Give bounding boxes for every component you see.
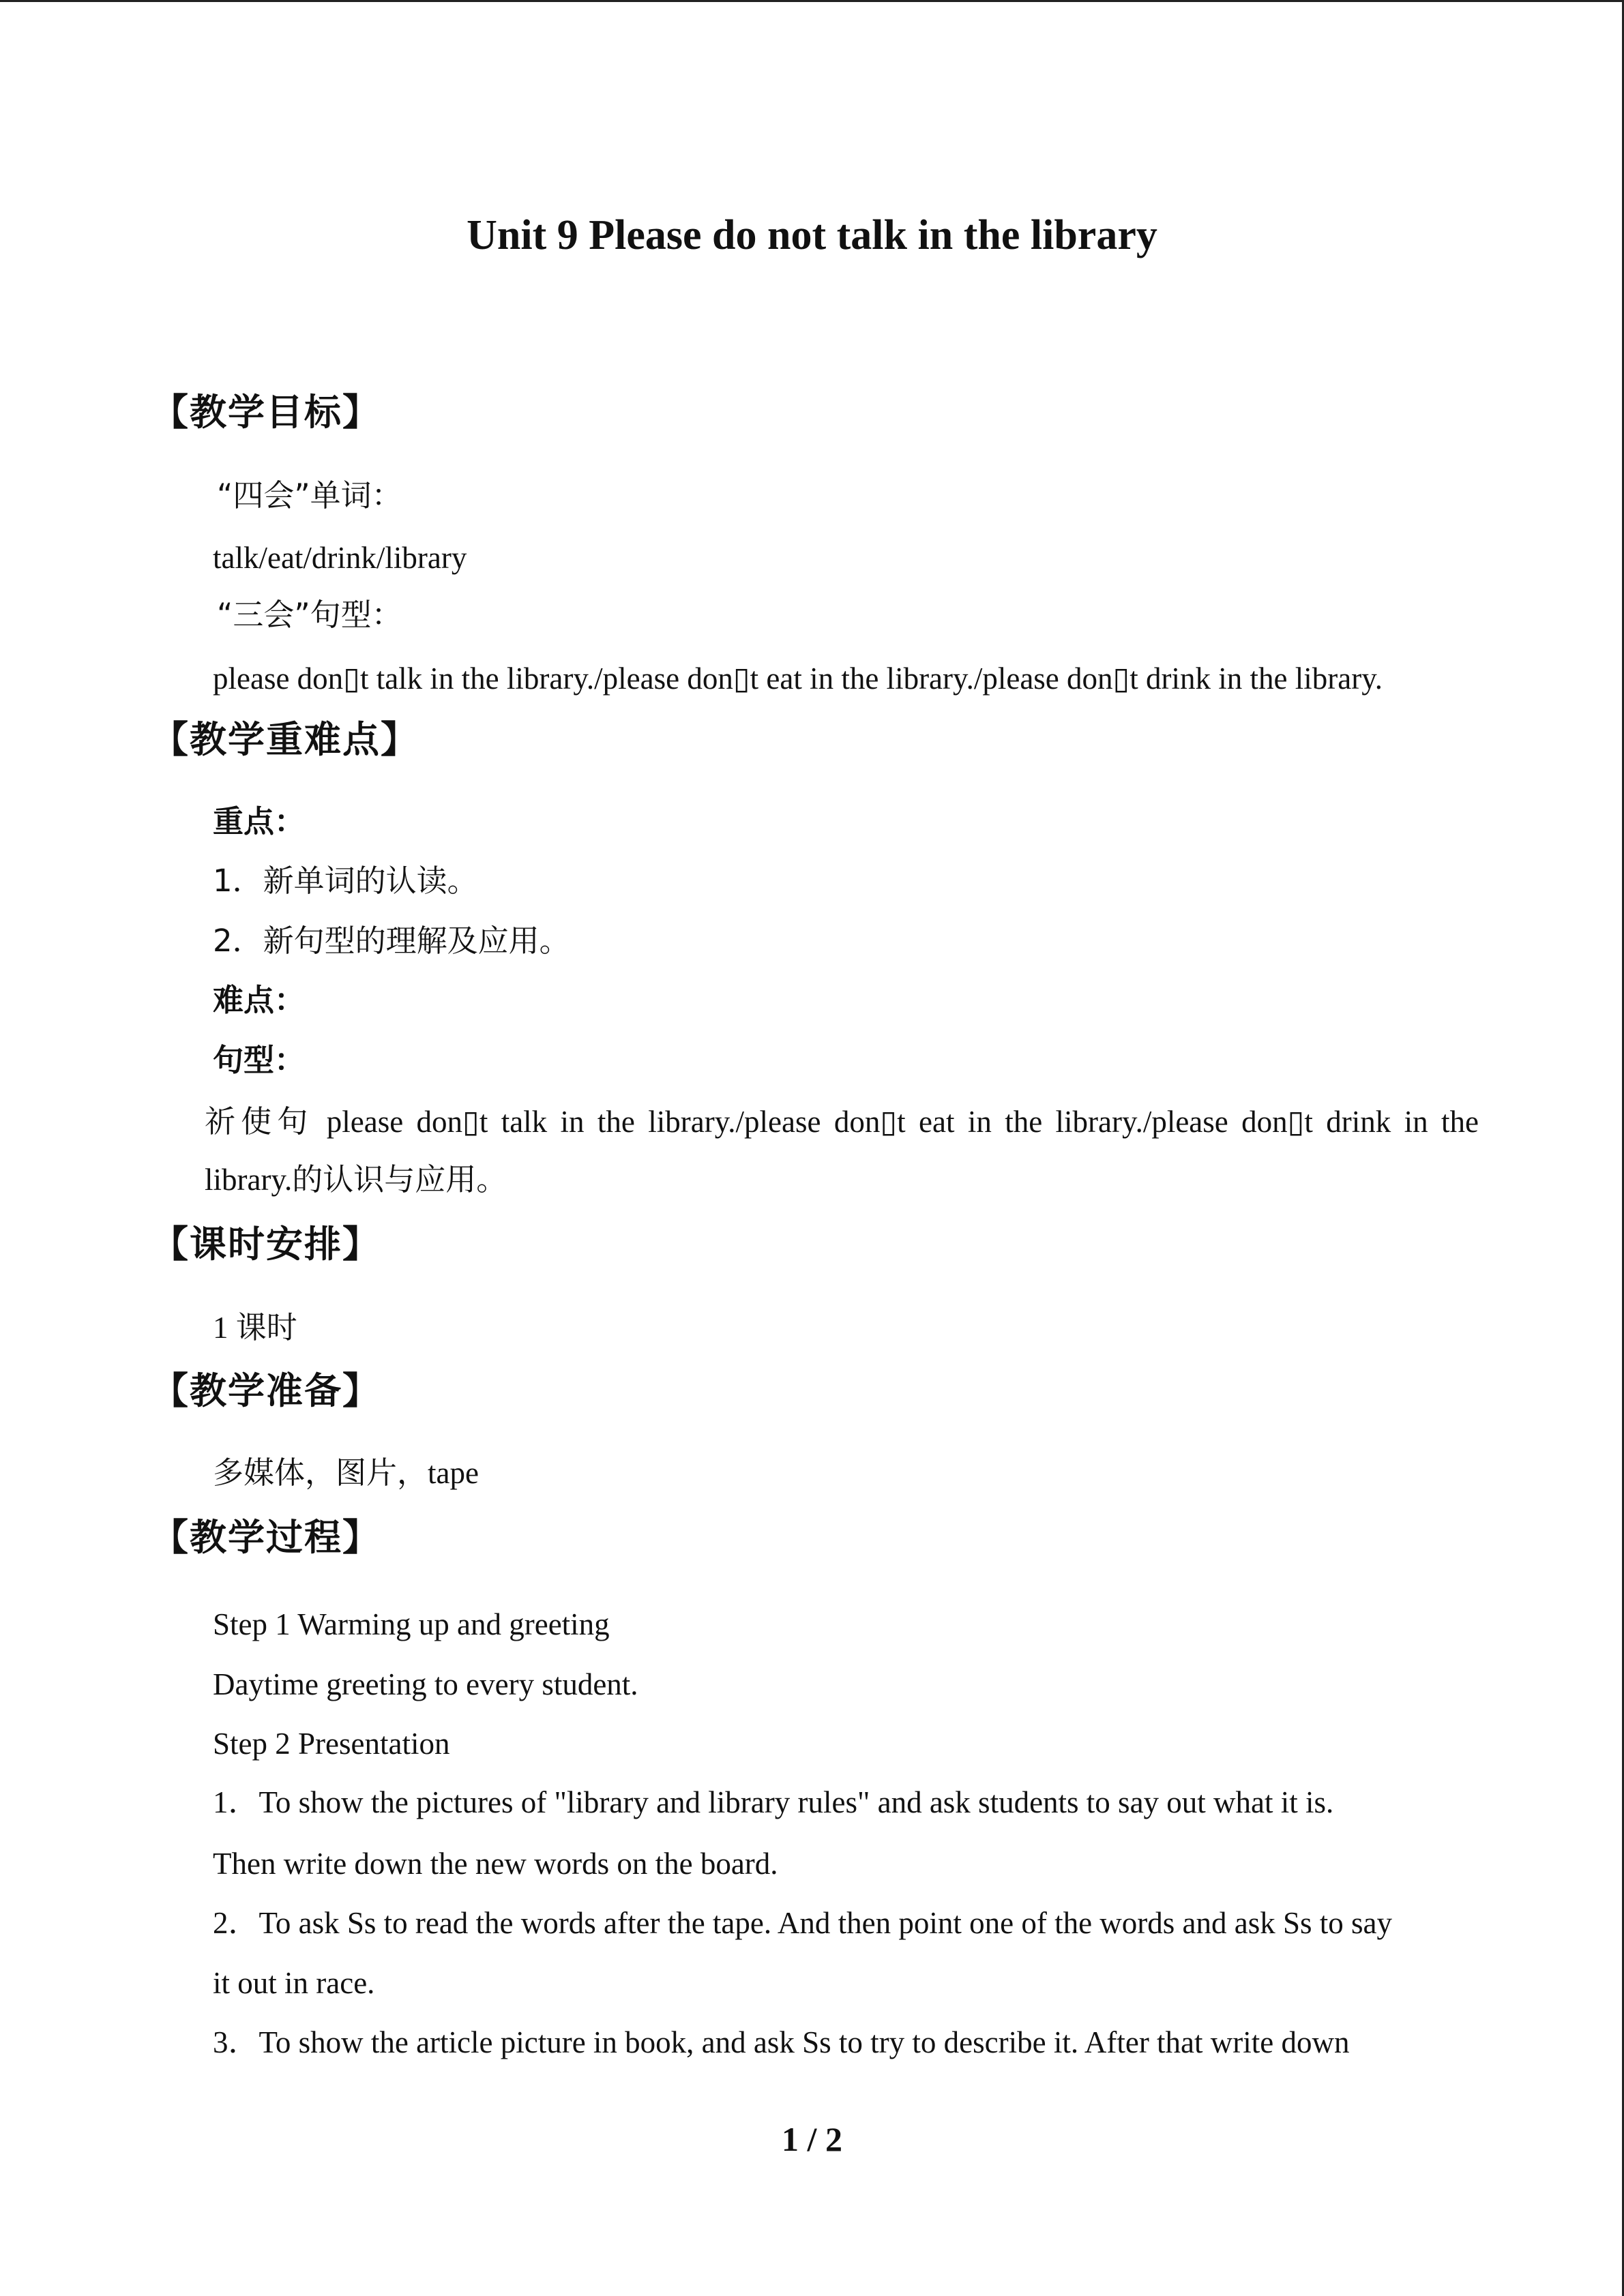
schedule-text: 1 课时 — [213, 1311, 297, 1345]
section-heading-objectives: 【教学目标】 — [151, 391, 381, 434]
process-line-4: 1．To show the pictures of "library and library rules" and ask students to say out what it is. — [213, 1785, 1334, 1819]
key-item-1: 1．新单词的认读。 — [213, 863, 478, 899]
objectives-line-2: talk/eat/drink/library — [213, 541, 467, 575]
process-line-1: Step 1 Warming up and greeting — [213, 1607, 610, 1641]
pattern-line-1: 祈使句 please don▯t talk in the library./please don▯t eat in the library./please don▯t drink in the — [205, 1105, 1479, 1139]
objectives-line-1: “四会”单词： — [217, 477, 402, 513]
pattern-line-2: library.的认识与应用。 — [205, 1163, 507, 1197]
process-line-8: 3．To show the article picture in book, and ask Ss to try to describe it. After that write down — [213, 2025, 1350, 2059]
key-item-2: 2．新句型的理解及应用。 — [213, 923, 570, 959]
section-heading-preparation: 【教学准备】 — [151, 1369, 381, 1412]
preparation-text: 多媒体，图片，tape — [213, 1456, 479, 1490]
key-label: 重点： — [213, 803, 306, 839]
page-top-border — [0, 0, 1624, 2]
objectives-line-3: “三会”句型： — [217, 597, 402, 633]
page-number: 1 / 2 — [782, 2120, 842, 2158]
section-heading-process: 【教学过程】 — [151, 1516, 381, 1559]
pattern-label: 句型： — [213, 1042, 306, 1078]
section-heading-schedule: 【课时安排】 — [151, 1223, 381, 1266]
objectives-line-4: please don▯t talk in the library./please don▯t eat in the library./please don▯t drink in the library. — [213, 661, 1383, 696]
document-title: Unit 9 Please do not talk in the library — [467, 212, 1157, 258]
process-line-7: it out in race. — [213, 1966, 375, 2000]
process-line-3: Step 2 Presentation — [213, 1727, 450, 1761]
process-line-5: Then write down the new words on the board. — [213, 1847, 778, 1881]
section-heading-key-points: 【教学重难点】 — [151, 718, 419, 761]
process-line-2: Daytime greeting to every student. — [213, 1667, 638, 1701]
difficult-label: 难点： — [213, 982, 306, 1018]
process-line-6: 2．To ask Ss to read the words after the tape. And then point one of the words and ask Ss to say — [213, 1906, 1393, 1940]
